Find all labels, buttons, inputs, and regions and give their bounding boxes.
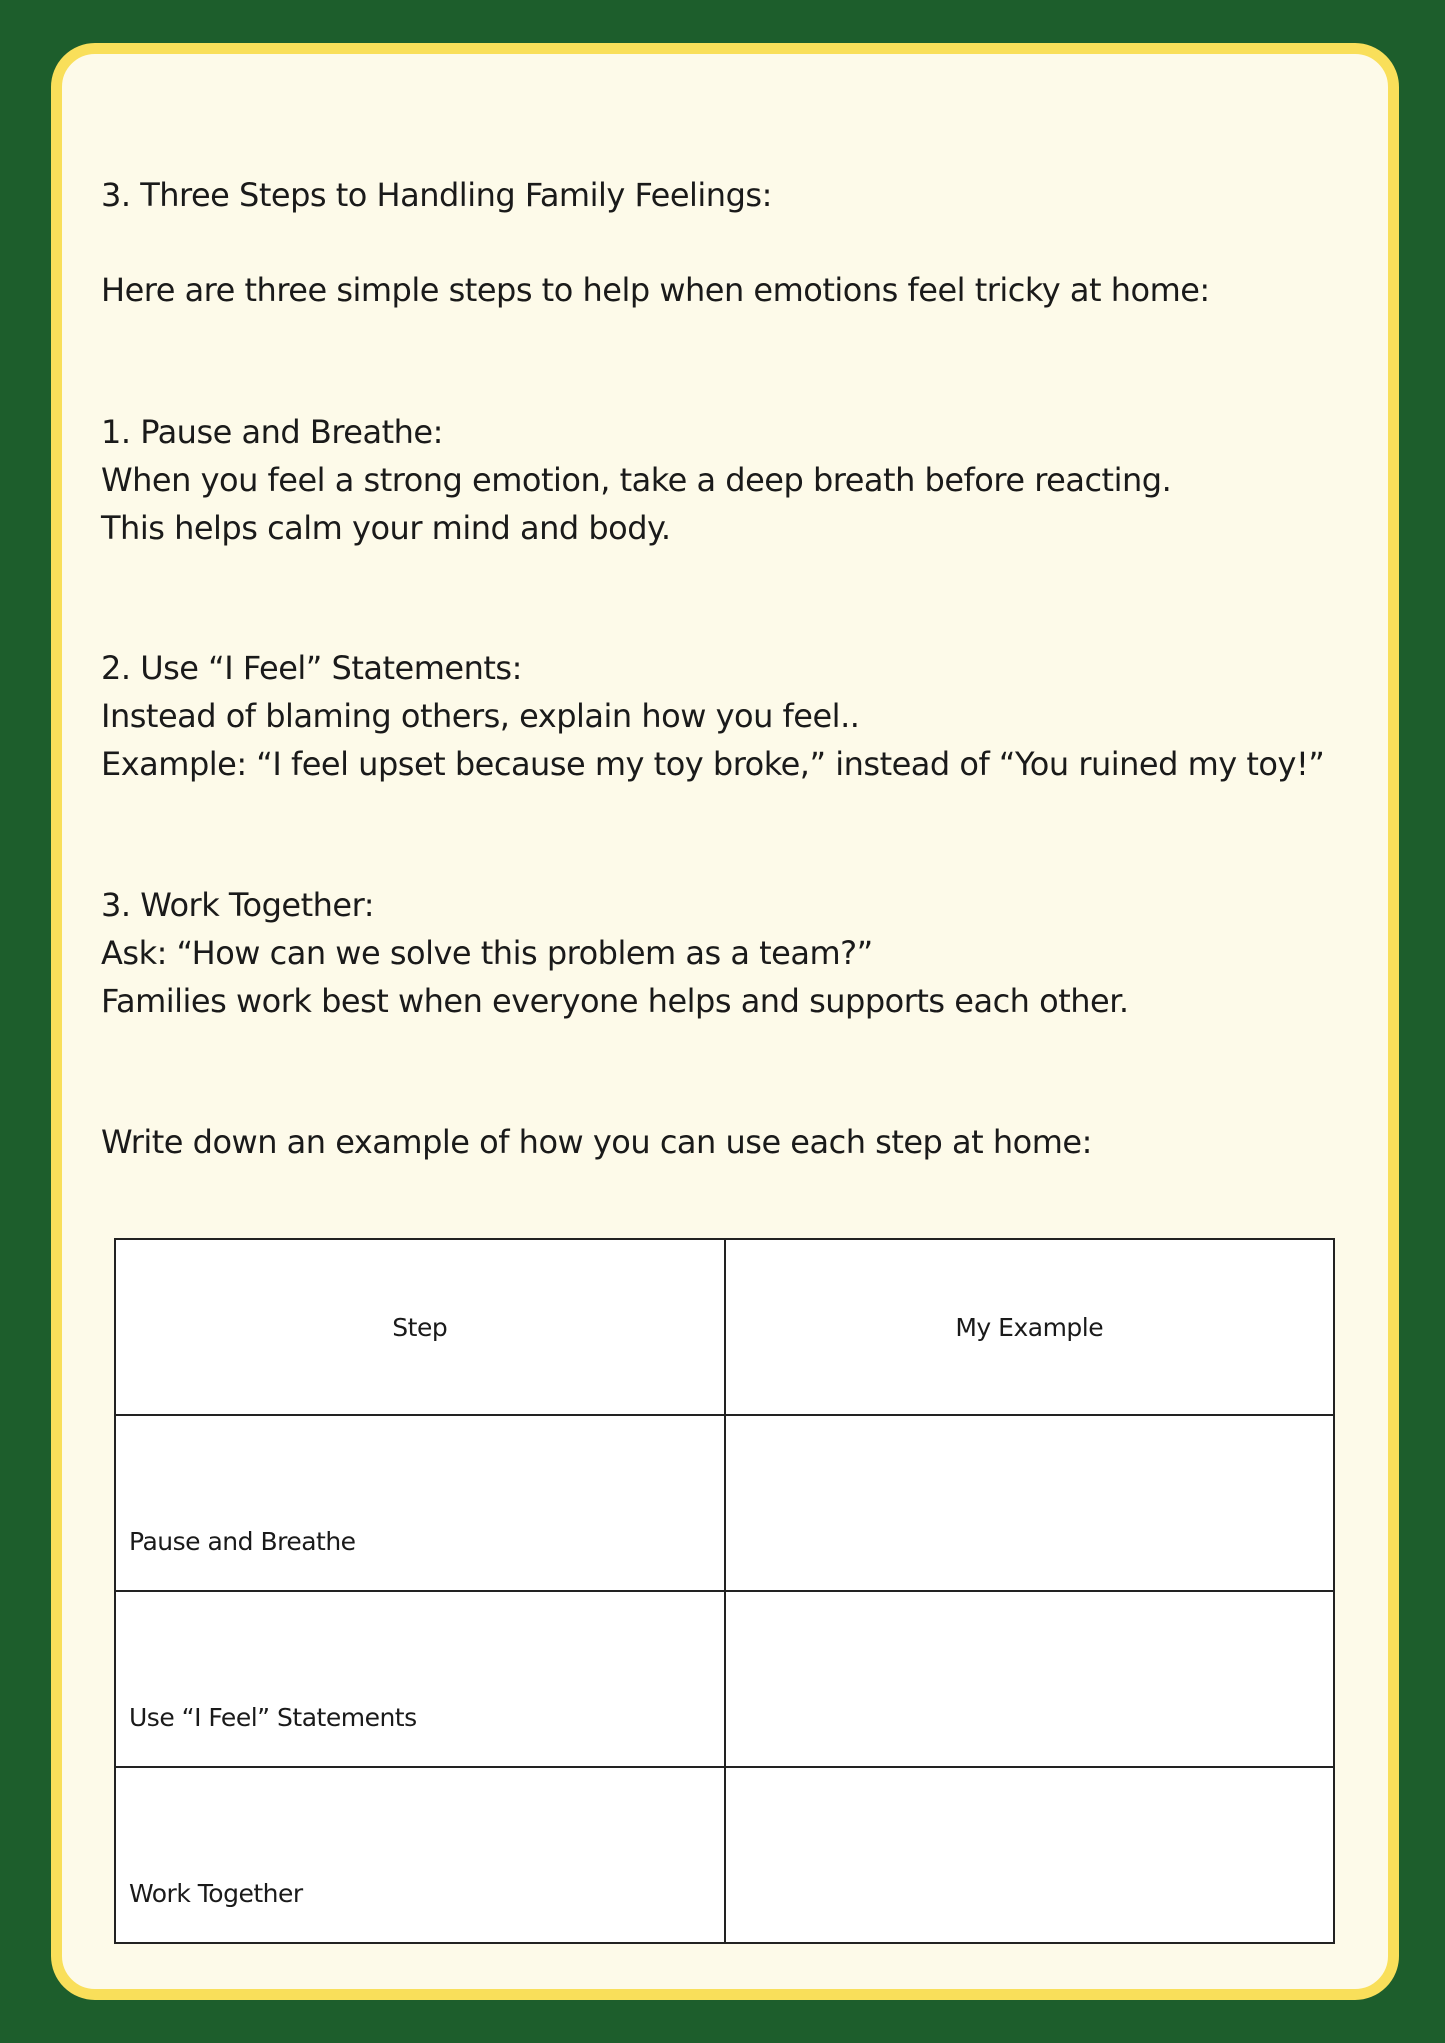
table-row — [115, 1767, 1334, 1943]
table-header-row — [115, 1239, 1334, 1415]
table-row — [115, 1591, 1334, 1767]
example-cell[interactable] — [725, 1415, 1335, 1591]
step-3-section — [101, 881, 1129, 1025]
header-my-example: My Example — [725, 1239, 1335, 1415]
step-cell — [115, 1591, 725, 1767]
worksheet-table — [114, 1238, 1335, 1944]
step-3-title: 3. Work Together: — [101, 886, 374, 924]
header-step: Step — [115, 1239, 725, 1415]
step-1-title: 1. Pause and Breathe: — [101, 413, 443, 451]
step-1-section — [101, 408, 1171, 552]
step-2-line-2: Example: “I feel upset because my toy broke,” instead of “You ruined my toy!” — [101, 745, 1325, 783]
step-2-section — [101, 644, 1324, 788]
step-2-line-1: Instead of blaming others, explain how you feel.. — [101, 697, 860, 735]
step-1-line-2: This helps calm your mind and body. — [101, 509, 671, 547]
page-heading: 3. Three Steps to Handling Family Feelings: — [101, 176, 772, 214]
worksheet-prompt: Write down an example of how you can use each step at home: — [101, 1123, 1092, 1161]
step-2-title: 2. Use “I Feel” Statements: — [101, 649, 522, 687]
step-cell — [115, 1767, 725, 1943]
step-label: Use “I Feel” Statements — [129, 1703, 417, 1732]
step-cell — [115, 1415, 725, 1591]
example-cell[interactable] — [725, 1767, 1335, 1943]
step-label: Work Together — [129, 1879, 303, 1908]
step-3-line-1: Ask: “How can we solve this problem as a team?” — [101, 934, 873, 972]
intro-text: Here are three simple steps to help when emotions feel tricky at home: — [101, 271, 1210, 309]
step-label: Pause and Breathe — [129, 1527, 356, 1556]
example-cell[interactable] — [725, 1591, 1335, 1767]
step-1-line-1: When you feel a strong emotion, take a deep breath before reacting. — [101, 461, 1172, 499]
table-row — [115, 1415, 1334, 1591]
step-3-line-2: Families work best when everyone helps and supports each other. — [101, 982, 1129, 1020]
